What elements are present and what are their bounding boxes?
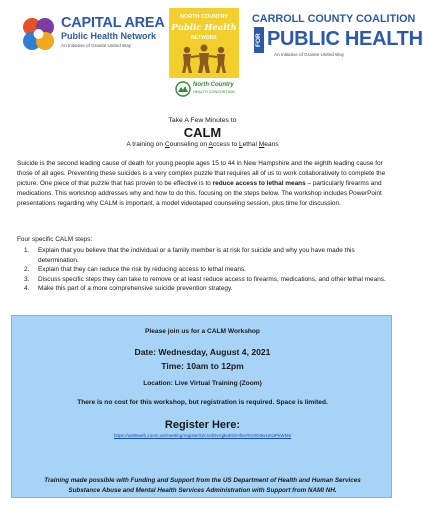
workshop-location: Location: Live Virtual Training (Zoom) (143, 380, 262, 387)
north-country-partner-sub: HEALTH CONSORTIUM (193, 90, 235, 94)
workshop-date: Date: Wednesday, August 4, 2021 (134, 347, 271, 357)
intro-paragraph: Suicide is the second leading cause of death for young people ages 15 to 44 in New Hampshire and the eighth leading cause for those of all ages. Preventing these suicides is a very complex puzzle that requires all of us to work collaboratively to complete the picture. One piece of that puzzle that has proven to be effective is to reduce access to lethal means – particularly firearms and medications. This workshop addresses why and how to do this, focusing on the steps below. The workshop includes PowerPoint presentations regarding why CALM is important, a model videotaped counseling session, plus time for discussion. (17, 160, 386, 207)
steps-heading: Four specific CALM steps: (17, 236, 93, 243)
workshop-time: Time: 10am to 12pm (161, 361, 244, 371)
intro-kicker: Take A Few Minutes to (168, 117, 237, 124)
capital-area-name: CAPITAL AREA (61, 15, 165, 31)
page-title: CALM (183, 125, 222, 140)
capital-area-subtitle: Public Health Network (61, 31, 157, 41)
workshop-cost: There is no cost for this workshop, but registration is required. Space is limited. (77, 399, 328, 406)
capital-area-tagline: An Initiative of Granite United Way (61, 43, 132, 48)
funding-statement: Training made possible with Funding and Support from the US Department of Health and Human Services Substance Abuse and Mental Health Services Administration with Support from NAMI NH. (44, 477, 361, 494)
north-country-logo (169, 8, 239, 100)
workshop-info-box (11, 315, 392, 498)
workshop-invite: Please join us for a CALM Workshop (145, 328, 260, 335)
list-item: 1. Explain that you believe that the individual or a family member is at risk for suicide and why you have made this determination. (24, 247, 355, 264)
north-country-partner (169, 81, 239, 99)
north-country-partner-name: North Country (193, 82, 234, 88)
registration-link[interactable]: https://us06web.zoom.us/meeting/register/tZcIcdOvrqjkoEtGHfaVrIGOD3wUntJPkWMe (113, 433, 292, 438)
carroll-county-line2: PUBLIC HEALTH (267, 28, 423, 50)
carroll-county-tagline: An Initiative of Granite United Way (274, 52, 345, 57)
health-consortium-icon (175, 81, 191, 97)
steps-list (17, 246, 389, 294)
list-item: 2. Explain that they can reduce the risk by reducing access to lethal means. (24, 266, 246, 274)
page-subtitle: A training on Counseling on Access to Lethal Means (126, 141, 279, 148)
north-country-line1: NORTH COUNTRY (179, 14, 229, 20)
carroll-county-line1: CARROLL COUNTY COALITION (252, 13, 416, 25)
people-figures-icon (177, 44, 231, 74)
capital-area-logo (18, 12, 165, 67)
list-item: 4. Make this part of a more comprehensive suicide prevention strategy. (24, 285, 233, 293)
list-item: 3. Discuss specific steps they can take to remove or at least reduce access to firearms, medications, and other lethal means. (24, 275, 386, 283)
north-country-line2: Public Health (171, 23, 237, 33)
carroll-county-for: FOR (254, 27, 264, 53)
north-country-badge (169, 8, 239, 78)
carroll-county-logo (252, 13, 423, 63)
emphasis-text: reduce access to lethal means (212, 180, 306, 187)
capital-area-mark-icon (18, 14, 58, 54)
north-country-line3: NETWORK (191, 35, 217, 41)
register-heading: Register Here: (164, 419, 241, 431)
